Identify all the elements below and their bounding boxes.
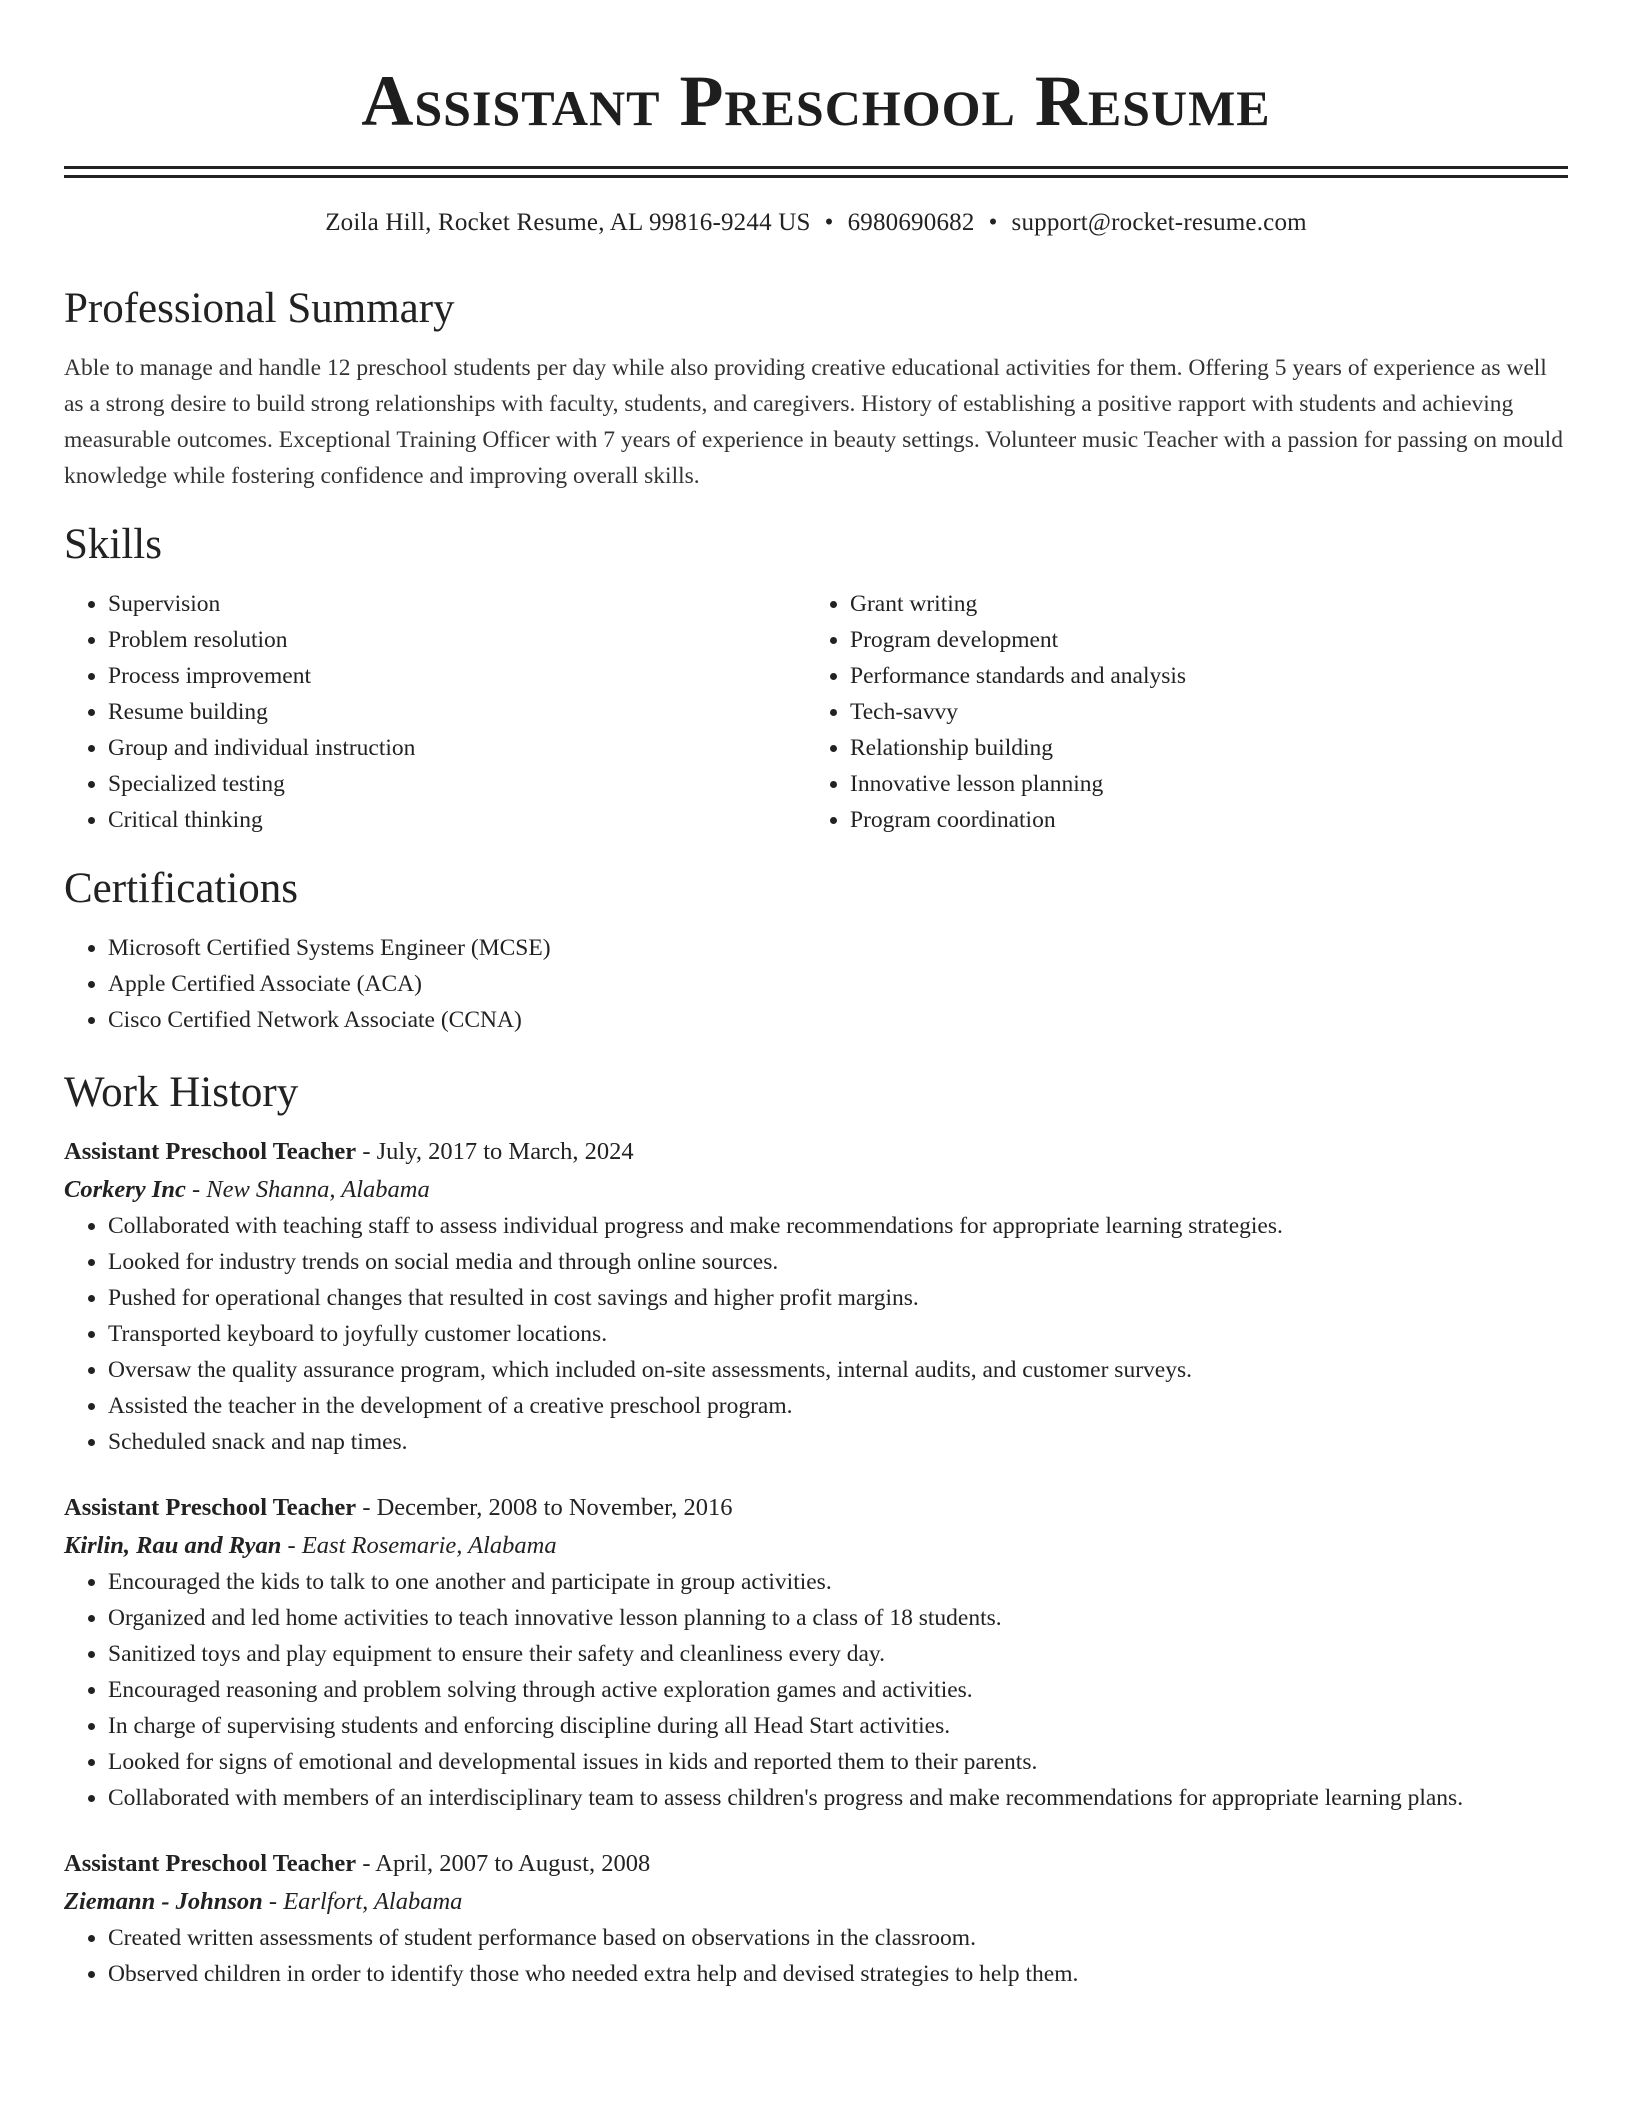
job-duty-item: • Assisted the teacher in the development of a creative preschool program. xyxy=(108,1388,1568,1424)
job-company-line xyxy=(64,1172,1568,1208)
job-location: - East Rosemarie, Alabama xyxy=(281,1532,557,1559)
job-duty-item: • Sanitized toys and play equipment to ensure their safety and cleanliness every day. xyxy=(108,1636,1568,1672)
job-entry xyxy=(64,1134,1568,1460)
skill-item: • Program coordination xyxy=(850,802,1548,838)
summary-heading: Professional Summary xyxy=(64,285,455,332)
skill-item: • Relationship building xyxy=(850,730,1548,766)
certification-item: • Microsoft Certified Systems Engineer (MCSE) xyxy=(108,930,1568,966)
job-title-line xyxy=(64,1134,1568,1170)
job-duty-item: • Pushed for operational changes that resulted in cost savings and higher profit margins. xyxy=(108,1280,1568,1316)
job-duty-item: • Scheduled snack and nap times. xyxy=(108,1424,1568,1460)
title-divider-bottom xyxy=(64,175,1568,178)
skill-item: • Supervision xyxy=(108,586,806,622)
job-title: Assistant Preschool Teacher xyxy=(64,1494,357,1521)
job-dates: - April, 2007 to August, 2008 xyxy=(356,1850,651,1877)
job-duty-item: • Created written assessments of student performance based on observations in the classroom. xyxy=(108,1920,1568,1956)
summary-text: Able to manage and handle 12 preschool students per day while also providing creative educational activities for them. Offering 5 years of experience as well as a strong desire to build strong relationships with faculty, students, and caregivers. History of establishing a positive rapport with students and achieving measurable outcomes. Exceptional Training Officer with 7 years of experience in beauty settings. Volunteer music Teacher with a passion for passing on mould knowledge while fostering confidence and improving overall skills. xyxy=(64,355,1563,489)
contact-separator: • xyxy=(988,209,998,236)
job-dates: - July, 2017 to March, 2024 xyxy=(356,1138,634,1165)
skill-item: • Program development xyxy=(850,622,1548,658)
skill-item: • Tech-savvy xyxy=(850,694,1548,730)
job-duty-item: • Observed children in order to identify those who needed extra help and devised strategies to help them. xyxy=(108,1956,1568,1992)
certification-item: • Apple Certified Associate (ACA) xyxy=(108,966,1568,1002)
contact-separator: • xyxy=(824,209,834,236)
certifications-list xyxy=(64,930,1568,1038)
skills-list xyxy=(64,586,1568,838)
job-duty-item: • Looked for industry trends on social media and through online sources. xyxy=(108,1244,1568,1280)
contact-line xyxy=(64,208,1568,238)
job-duties-list xyxy=(64,1208,1568,1460)
skills-heading: Skills xyxy=(64,521,162,568)
job-title: Assistant Preschool Teacher xyxy=(64,1850,357,1877)
job-duties-list xyxy=(64,1920,1568,1992)
contact-email: support@rocket-resume.com xyxy=(1011,209,1307,236)
page-title: Assistant Preschool Resume xyxy=(361,61,1271,141)
job-duties-list xyxy=(64,1564,1568,1816)
job-entry xyxy=(64,1490,1568,1816)
job-company: Kirlin, Rau and Ryan xyxy=(64,1532,282,1559)
skill-item: • Resume building xyxy=(108,694,806,730)
job-duty-item: • Looked for signs of emotional and developmental issues in kids and reported them to their parents. xyxy=(108,1744,1568,1780)
job-duty-item: • In charge of supervising students and enforcing discipline during all Head Start activities. xyxy=(108,1708,1568,1744)
skills-column-right xyxy=(806,586,1548,838)
skill-item: • Innovative lesson planning xyxy=(850,766,1548,802)
job-duty-item: • Oversaw the quality assurance program, which included on-site assessments, internal audits, and customer surveys. xyxy=(108,1352,1568,1388)
skill-item: • Specialized testing xyxy=(108,766,806,802)
job-location: - New Shanna, Alabama xyxy=(185,1176,430,1203)
job-title-line xyxy=(64,1846,1568,1882)
job-company-line xyxy=(64,1884,1568,1920)
job-location: - Earlfort, Alabama xyxy=(262,1888,463,1915)
job-duty-item: • Organized and led home activities to teach innovative lesson planning to a class of 18 students. xyxy=(108,1600,1568,1636)
job-duty-item: • Encouraged the kids to talk to one another and participate in group activities. xyxy=(108,1564,1568,1600)
certification-item: • Cisco Certified Network Associate (CCNA) xyxy=(108,1002,1568,1038)
certifications-heading: Certifications xyxy=(64,865,299,912)
job-company-line xyxy=(64,1528,1568,1564)
skill-item: • Critical thinking xyxy=(108,802,806,838)
job-title-line xyxy=(64,1490,1568,1526)
skill-item: • Group and individual instruction xyxy=(108,730,806,766)
contact-phone: 6980690682 xyxy=(847,209,975,236)
skill-item: • Problem resolution xyxy=(108,622,806,658)
job-company: Ziemann - Johnson xyxy=(64,1888,263,1915)
job-duty-item: • Collaborated with teaching staff to assess individual progress and make recommendations for appropriate learning strategies. xyxy=(108,1208,1568,1244)
skills-column-left xyxy=(64,586,806,838)
title-divider-top xyxy=(64,166,1568,169)
job-dates: - December, 2008 to November, 2016 xyxy=(356,1494,733,1521)
skill-item: • Process improvement xyxy=(108,658,806,694)
skill-item: • Performance standards and analysis xyxy=(850,658,1548,694)
skill-item: • Grant writing xyxy=(850,586,1548,622)
job-duty-item: • Encouraged reasoning and problem solving through active exploration games and activities. xyxy=(108,1672,1568,1708)
job-entry xyxy=(64,1846,1568,1992)
job-company: Corkery Inc xyxy=(64,1176,186,1203)
job-title: Assistant Preschool Teacher xyxy=(64,1138,357,1165)
contact-address: Zoila Hill, Rocket Resume, AL 99816-9244 US xyxy=(325,209,811,236)
job-duty-item: • Collaborated with members of an interdisciplinary team to assess children's progress and make recommendations for appropriate learning plans. xyxy=(108,1780,1568,1816)
work-history-heading: Work History xyxy=(64,1069,299,1116)
job-duty-item: • Transported keyboard to joyfully customer locations. xyxy=(108,1316,1568,1352)
resume-page xyxy=(64,0,1568,1992)
